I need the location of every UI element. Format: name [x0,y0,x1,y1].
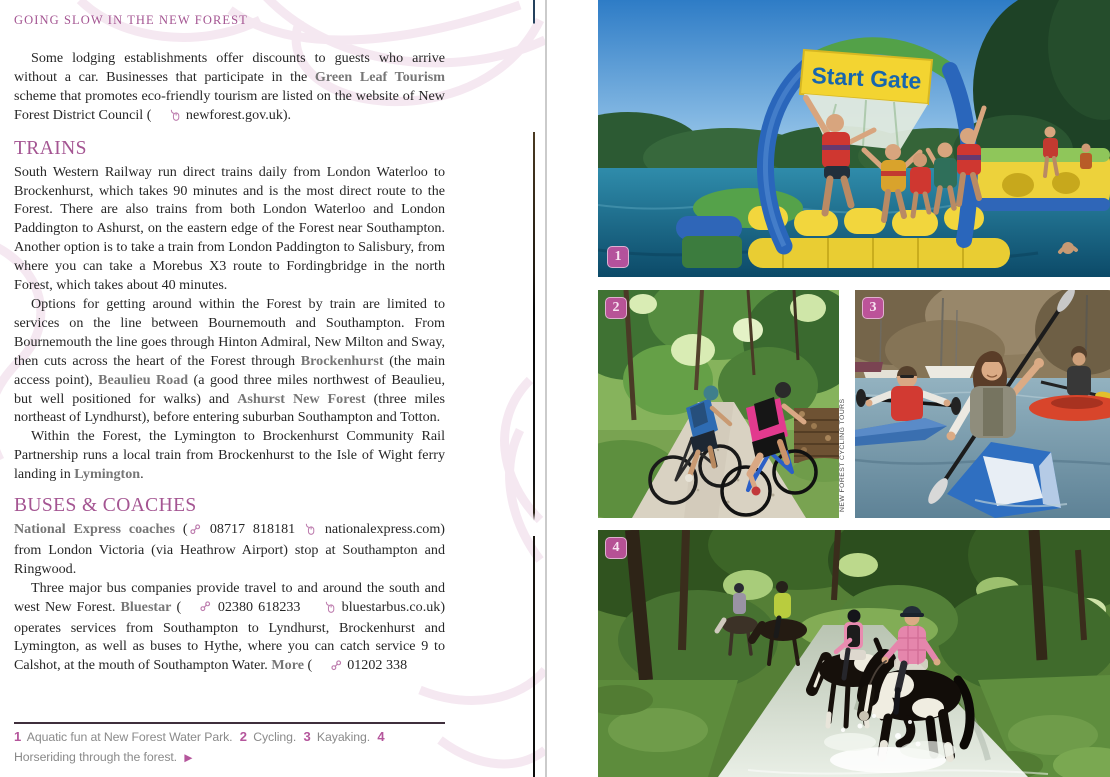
keyword: Brockenhurst [300,352,384,369]
photo-credit: NEW FOREST CYCLING TOURS [839,398,846,512]
keyword: More [271,657,304,674]
keyword: Ashurst New Forest [237,390,366,407]
phone-icon [189,522,202,541]
running-header: GOING SLOW IN THE NEW FOREST [14,13,248,27]
photo-kayaking [855,290,1110,518]
body-paragraph: Within the Forest, the Lymington to Brockenhurst Community Rail Partnership runs a local train from Brockenhurst to the Isle of Wight ferry landing in Lymington. [14,428,445,483]
web-mouse-icon [152,108,181,127]
trains-paragraphs [14,163,445,484]
caption-continue-arrow: ▶ [184,751,193,764]
keyword: Beaulieu Road [98,371,189,388]
keyword: Green Leaf Tourism [314,68,445,85]
keyword: Bluestar [120,598,172,615]
photo-horseriding [598,530,1110,777]
web-mouse-icon [307,600,336,619]
body-paragraph: Three major bus companies provide travel to and around the south and west New Forest. Bluestar ( 02380 618233 bluestarbus.co.uk) operates services from Southampton to Lyndhurst, Brockenhurst and Lymington, as well as buses to Hythe, where you can catch service 9 to Calshot, at the mouth of Southampton Water. More ( 01202 338 [14,579,445,678]
keyword: National Express coaches [14,521,176,538]
photo-badge-3: 3 [862,297,884,319]
phone-icon [313,658,343,677]
photo-badge-4: 4 [605,537,627,559]
buses-paragraphs [14,520,445,677]
photo-cycling [598,290,839,518]
caption-rule [14,722,445,724]
phone-icon [182,600,212,619]
caption-item: 1 Aquatic fun at New Forest Water Park. [14,729,236,744]
keyword: Lymington [74,466,141,483]
caption-number: 4 [377,729,385,744]
body-paragraph: National Express coaches ( 08717 818181 nationalexpress.com) from London Victoria (via Heathrow Airport) stop at Southampton and Ringwood. [14,521,445,577]
caption-item: 3 Kayaking. [303,729,374,744]
body-paragraph: Some lodging establishments offer discounts to guests who arrive without a car. Businesses that participate in the Green Leaf Tourism scheme that promotes eco-friendly tourism are listed on the website of New Forest District Council ( newforest.gov.uk). [14,49,445,127]
caption-item: 4 Horseriding through the forest. [14,729,385,764]
text-column [14,13,445,677]
body-paragraph: Options for getting around within the Forest by train are limited to services on the line between Bournemouth and Southampton. From Bournemouth the line goes through Hinton Admiral, New Milton and Sway, then cuts across the heart of the Forest through Brockenhurst (the main access point), Beaulieu Road (a good three miles northwest of Beaulieu, but well positioned for walks) and Ashurst New Forest (three miles northeast of Lyndhurst), before entering suburban Southampton and Totton. [14,295,445,426]
page-gutter-line [545,0,547,777]
start-gate-banner-text: Start Gate [810,62,922,94]
page-gutter-shadow [533,0,535,777]
photo-badge-1: 1 [607,246,629,268]
photo-caption [14,727,451,768]
caption-number: 2 [239,729,247,744]
body-paragraph: South Western Railway run direct trains daily from London Waterloo to Brockenhurst, which takes 90 minutes and is the most direct route to the Forest. There are also trains from both London Waterloo and London Paddington to Ashurst, on the eastern edge of the Forest near Southampton. Another option is to take a train from London Paddington to Salisbury, from where you can take a Morebus X3 route to Fordingbridge in the north Forest, which takes about 40 minutes. [14,163,445,294]
section-heading-trains: TRAINS [14,137,87,159]
intro-paragraphs [14,49,445,127]
photo-waterpark [598,0,1110,277]
caption-number: 1 [14,729,22,744]
caption-item: 2 Cycling. [239,729,300,744]
photo-badge-2: 2 [605,297,627,319]
web-mouse-icon [304,522,316,541]
caption-number: 3 [303,729,311,744]
section-heading-buses: BUSES & COACHES [14,495,197,517]
